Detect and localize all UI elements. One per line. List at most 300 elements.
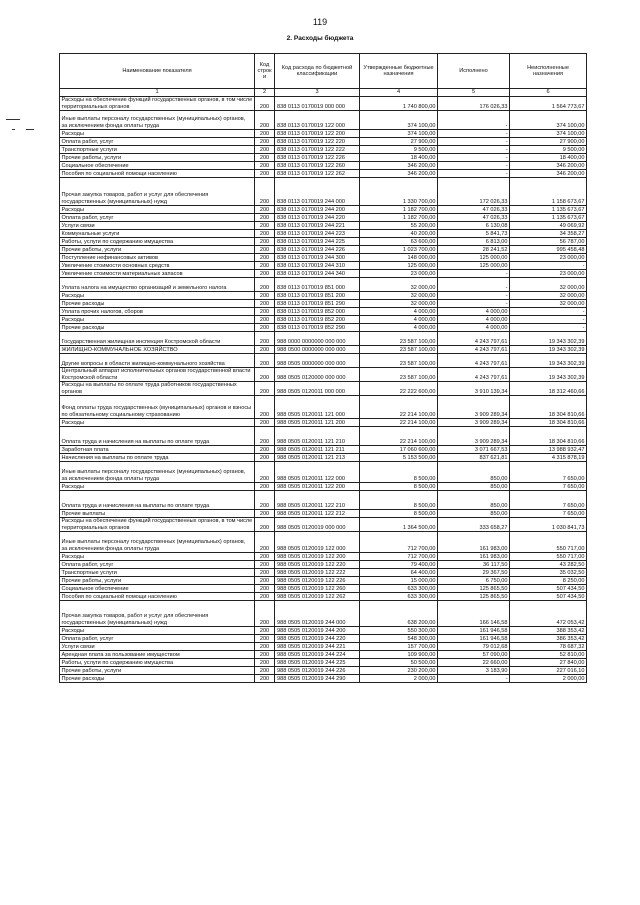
row-line-code: 200 [255,483,275,491]
row-expense-code: 988 0505 0120011 121 200 [275,419,360,427]
table-row [60,667,587,675]
row-unexecuted: 43 282,50 [510,561,587,569]
row-expense-code: 838 0113 0170019 852 000 [275,308,360,316]
row-line-code: 200 [255,643,275,651]
row-line-code: 200 [255,308,275,316]
table-row [60,419,587,427]
row-expense-code: 838 0113 0170019 122 260 [275,162,360,170]
row-unexecuted: - [510,316,587,324]
row-name: Пособия по социальной помощи населению [60,170,255,178]
table-row [60,346,587,354]
row-unexecuted: 27 840,00 [510,659,587,667]
row-executed: 125 865,50 [438,593,510,601]
row-line-code: 200 [255,178,275,206]
row-name: Иные выплаты персоналу государственных (муниципальных) органов, за исключением фонда оплаты труда [60,532,255,553]
row-unexecuted: 1 135 673,67 [510,206,587,214]
row-executed: 3 909 289,34 [438,427,510,446]
header-unexecuted: Неисполненные назначения [510,54,587,89]
row-line-code: 200 [255,292,275,300]
row-expense-code: 988 0505 0120011 000 000 [275,382,360,396]
row-name: Оплата работ, услуг [60,138,255,146]
row-expense-code: 988 0505 0120019 122 200 [275,553,360,561]
row-expense-code: 838 0113 0170019 244 300 [275,254,360,262]
column-number: 6 [510,89,587,97]
row-unexecuted: 550 717,00 [510,532,587,553]
row-unexecuted: 374 100,00 [510,130,587,138]
row-expense-code: 988 0505 0120000 000 000 [275,368,360,382]
row-executed: 6 130,08 [438,222,510,230]
row-expense-code: 988 0505 0120011 121 000 [275,396,360,419]
row-unexecuted: 23 000,00 [510,254,587,262]
row-expense-code: 988 0505 0120019 122 220 [275,561,360,569]
row-approved: 17 060 600,00 [360,446,438,454]
row-line-code: 200 [255,324,275,332]
row-approved: 2 000,00 [360,675,438,683]
row-name: Оплата работ, услуг [60,635,255,643]
row-expense-code: 838 0113 0170019 244 310 [275,262,360,270]
row-line-code: 200 [255,222,275,230]
row-name: Расходы [60,553,255,561]
table-row [60,238,587,246]
table-body [60,97,587,683]
row-name: Расходы [60,483,255,491]
row-line-code: 200 [255,585,275,593]
row-expense-code: 988 0505 0120019 244 000 [275,601,360,627]
row-expense-code: 988 0505 0120011 122 200 [275,483,360,491]
row-unexecuted: 34 358,27 [510,230,587,238]
row-executed: - [438,138,510,146]
table-row [60,427,587,446]
row-approved: 4 000,00 [360,324,438,332]
row-unexecuted: 507 434,50 [510,585,587,593]
row-executed: 6 813,00 [438,238,510,246]
table-row [60,454,587,462]
row-name: Прочие работы, услуги [60,577,255,585]
row-name: Уплата прочих налогов, сборов [60,308,255,316]
row-line-code: 200 [255,627,275,635]
row-executed: - [438,300,510,308]
row-name: Прочие расходы [60,675,255,683]
row-unexecuted: 227 016,10 [510,667,587,675]
table-row [60,446,587,454]
row-name: Расходы [60,206,255,214]
row-name: Услуги связи [60,643,255,651]
table-row [60,316,587,324]
row-expense-code: 988 0505 0120019 000 000 [275,518,360,532]
row-approved: 27 900,00 [360,138,438,146]
row-line-code: 200 [255,246,275,254]
row-expense-code: 838 0113 0170019 244 000 [275,178,360,206]
row-approved: 40 200,00 [360,230,438,238]
table-row [60,532,587,553]
row-executed: 22 660,00 [438,659,510,667]
row-line-code: 200 [255,577,275,585]
table-header-row [60,54,587,89]
row-name: Прочая закупка товаров, работ и услуг для обеспечения государственных (муниципальных) нужд [60,601,255,627]
table-row [60,382,587,396]
row-executed: 36 117,50 [438,561,510,569]
row-executed: 3 910 139,34 [438,382,510,396]
row-line-code: 200 [255,446,275,454]
table-row [60,635,587,643]
row-approved: 712 700,00 [360,553,438,561]
row-unexecuted: 18 312 460,66 [510,382,587,396]
table-row [60,593,587,601]
row-executed: 850,00 [438,491,510,510]
row-name: Прочие работы, услуги [60,667,255,675]
row-expense-code: 838 0113 0170019 851 290 [275,300,360,308]
row-line-code: 200 [255,593,275,601]
row-expense-code: 988 0505 0120019 244 220 [275,635,360,643]
row-name: Оплата работ, услуг [60,214,255,222]
row-expense-code: 838 0113 0170019 244 220 [275,214,360,222]
row-unexecuted: 507 434,50 [510,593,587,601]
row-expense-code: 988 0505 0120019 122 000 [275,532,360,553]
row-name: Оплата труда и начисления на выплаты по оплате труда [60,491,255,510]
row-line-code: 200 [255,262,275,270]
table-row [60,354,587,368]
row-name: Прочие работы, услуги [60,246,255,254]
row-name: ЖИЛИЩНО-КОММУНАЛЬНОЕ ХОЗЯЙСТВО [60,346,255,354]
row-executed: 4 243 797,61 [438,368,510,382]
row-approved: 32 000,00 [360,278,438,292]
row-executed: 79 012,68 [438,643,510,651]
row-line-code: 200 [255,254,275,262]
row-unexecuted: 374 100,00 [510,111,587,130]
row-line-code: 200 [255,346,275,354]
row-executed: 850,00 [438,483,510,491]
row-expense-code: 988 0505 0120011 121 213 [275,454,360,462]
row-name: Работы, услуги по содержанию имущества [60,238,255,246]
row-executed: 4 243 797,61 [438,346,510,354]
row-approved: 8 500,00 [360,483,438,491]
row-unexecuted: 388 353,42 [510,627,587,635]
row-name: Начисления на выплаты по оплате труда [60,454,255,462]
row-unexecuted: - [510,262,587,270]
row-approved: 9 500,00 [360,146,438,154]
row-approved: 5 153 500,00 [360,454,438,462]
scan-mark [12,129,15,130]
row-executed: 125 865,50 [438,585,510,593]
row-approved: 22 214 100,00 [360,396,438,419]
row-approved: 23 587 100,00 [360,368,438,382]
row-approved: 548 300,00 [360,635,438,643]
row-expense-code: 988 0505 0120019 122 222 [275,569,360,577]
row-executed: 161 946,58 [438,627,510,635]
row-line-code: 200 [255,316,275,324]
table-row [60,518,587,532]
column-number: 1 [60,89,255,97]
row-executed: 47 026,33 [438,206,510,214]
row-name: Прочие расходы [60,300,255,308]
row-expense-code: 838 0113 0170019 000 000 [275,97,360,111]
row-line-code: 200 [255,270,275,278]
row-executed: 28 241,52 [438,246,510,254]
row-line-code: 200 [255,214,275,222]
table-row [60,278,587,292]
row-expense-code: 838 0113 0170019 852 290 [275,324,360,332]
row-name: Расходы [60,130,255,138]
row-executed: 172 026,33 [438,178,510,206]
table-row [60,627,587,635]
header-indicator-name: Наименование показателя [60,54,255,89]
row-name: Заработная плата [60,446,255,454]
column-number: 3 [275,89,360,97]
row-line-code: 200 [255,130,275,138]
table-row [60,569,587,577]
row-executed: 161 946,58 [438,635,510,643]
row-approved: 1 364 500,00 [360,518,438,532]
row-expense-code: 988 0505 0120019 122 262 [275,593,360,601]
row-unexecuted: 346 200,00 [510,170,587,178]
row-expense-code: 838 0113 0170019 122 262 [275,170,360,178]
row-name: Увеличение стоимости материальных запасов [60,270,255,278]
row-expense-code: 988 0505 0120011 121 210 [275,427,360,446]
row-unexecuted: 23 000,00 [510,270,587,278]
row-unexecuted: 346 200,00 [510,162,587,170]
table-row [60,162,587,170]
column-number: 5 [438,89,510,97]
row-executed: 6 750,00 [438,577,510,585]
row-unexecuted: 19 343 302,39 [510,332,587,346]
table-row [60,643,587,651]
table-row [60,332,587,346]
row-expense-code: 988 0505 0120011 121 211 [275,446,360,454]
row-line-code: 200 [255,491,275,510]
row-name: Расходы [60,419,255,427]
row-expense-code: 988 0505 0120011 122 000 [275,462,360,483]
row-line-code: 200 [255,553,275,561]
table-row [60,601,587,627]
row-name: Транспортные услуги [60,146,255,154]
row-name: Прочие работы, услуги [60,154,255,162]
row-approved: 1 740 800,00 [360,97,438,111]
row-approved: 712 700,00 [360,532,438,553]
table-row [60,254,587,262]
row-executed: 125 000,00 [438,254,510,262]
row-executed: - [438,292,510,300]
row-line-code: 200 [255,561,275,569]
row-expense-code: 988 0505 0120019 244 226 [275,667,360,675]
row-expense-code: 988 0505 0120019 122 260 [275,585,360,593]
row-expense-code: 988 0505 0120019 244 225 [275,659,360,667]
row-executed: 3 183,90 [438,667,510,675]
row-approved: 23 587 100,00 [360,346,438,354]
row-approved: 22 214 100,00 [360,419,438,427]
row-name: Поступление нефинансовых активов [60,254,255,262]
row-unexecuted: 4 315 878,19 [510,454,587,462]
row-executed: 3 909 289,34 [438,419,510,427]
row-approved: 23 587 100,00 [360,354,438,368]
row-expense-code: 838 0113 0170019 122 226 [275,154,360,162]
row-executed: 850,00 [438,510,510,518]
row-executed: 4 243 797,61 [438,332,510,346]
table-row [60,138,587,146]
table-row [60,324,587,332]
row-line-code: 200 [255,454,275,462]
row-line-code: 200 [255,162,275,170]
row-expense-code: 988 0505 0120019 244 221 [275,643,360,651]
row-expense-code: 838 0113 0170019 122 222 [275,146,360,154]
row-approved: 1 023 700,00 [360,246,438,254]
row-expense-code: 988 0505 0120019 244 290 [275,675,360,683]
row-executed: 3 909 289,34 [438,396,510,419]
header-expense-code: Код расхода по бюджетной классификации [275,54,360,89]
row-unexecuted: 386 353,42 [510,635,587,643]
row-executed: 125 000,00 [438,262,510,270]
scan-mark [26,129,34,130]
row-line-code: 200 [255,659,275,667]
table-row [60,368,587,382]
row-executed: - [438,675,510,683]
table-row [60,462,587,483]
row-name: Прочая закупка товаров, работ и услуг для обеспечения государственных (муниципальных) нужд [60,178,255,206]
row-expense-code: 838 0113 0170019 851 200 [275,292,360,300]
row-unexecuted: - [510,308,587,316]
row-line-code: 200 [255,332,275,346]
table-row [60,214,587,222]
row-approved: 64 400,00 [360,569,438,577]
row-expense-code: 988 0505 0120019 244 200 [275,627,360,635]
row-unexecuted: 472 053,42 [510,601,587,627]
row-name: Прочие расходы [60,324,255,332]
row-executed: 161 983,00 [438,532,510,553]
row-executed: - [438,154,510,162]
row-expense-code: 838 0113 0170019 244 226 [275,246,360,254]
row-executed: - [438,170,510,178]
row-name: Расходы [60,316,255,324]
page-number: 119 [312,17,328,27]
row-unexecuted: 56 787,00 [510,238,587,246]
row-line-code: 200 [255,427,275,446]
row-line-code: 200 [255,146,275,154]
row-line-code: 200 [255,635,275,643]
table-row [60,300,587,308]
row-executed: 4 000,00 [438,324,510,332]
expenses-table [59,53,587,683]
row-approved: 23 000,00 [360,270,438,278]
row-approved: 50 500,00 [360,659,438,667]
row-executed: 837 621,81 [438,454,510,462]
row-name: Работы, услуги по содержанию имущества [60,659,255,667]
row-expense-code: 838 0113 0170019 122 200 [275,130,360,138]
row-executed: - [438,270,510,278]
row-line-code: 200 [255,354,275,368]
row-unexecuted: 1 564 773,67 [510,97,587,111]
row-line-code: 200 [255,396,275,419]
row-name: Расходы на обеспечение функций государственных органов, в том числе территориальных органов [60,518,255,532]
row-line-code: 200 [255,238,275,246]
row-line-code: 200 [255,651,275,659]
row-approved: 15 000,00 [360,577,438,585]
row-line-code: 200 [255,569,275,577]
row-name: Другие вопросы в области жилищно-коммунального хозяйства [60,354,255,368]
row-name: Уплата налога на имущество организаций и земельного налога [60,278,255,292]
row-line-code: 200 [255,419,275,427]
row-unexecuted: - [510,324,587,332]
column-number: 2 [255,89,275,97]
row-unexecuted: 7 650,00 [510,483,587,491]
row-approved: 4 000,00 [360,316,438,324]
row-approved: 550 300,00 [360,627,438,635]
row-unexecuted: 35 032,50 [510,569,587,577]
table-row [60,111,587,130]
header-approved: Утвержденные бюджетные назначения [360,54,438,89]
row-executed: - [438,146,510,154]
row-approved: 148 000,00 [360,254,438,262]
row-name: Расходы [60,627,255,635]
row-approved: 32 000,00 [360,292,438,300]
row-unexecuted: 7 650,00 [510,510,587,518]
row-expense-code: 988 0505 0120019 244 224 [275,651,360,659]
row-unexecuted: 9 500,00 [510,146,587,154]
row-unexecuted: 1 030 841,73 [510,518,587,532]
row-unexecuted: 550 717,00 [510,553,587,561]
table-column-numbers-row [60,89,587,97]
row-name: Транспортные услуги [60,569,255,577]
table-row [60,154,587,162]
row-unexecuted: 18 304 810,66 [510,427,587,446]
row-expense-code: 988 0500 0000000 000 000 [275,346,360,354]
row-executed: 5 841,73 [438,230,510,238]
row-name: Оплата труда и начисления на выплаты по оплате труда [60,427,255,446]
row-expense-code: 838 0113 0170019 852 200 [275,316,360,324]
row-approved: 633 300,00 [360,593,438,601]
row-approved: 125 000,00 [360,262,438,270]
row-unexecuted: 32 000,00 [510,292,587,300]
row-line-code: 200 [255,382,275,396]
row-approved: 55 200,00 [360,222,438,230]
row-name: Услуги связи [60,222,255,230]
row-executed: - [438,162,510,170]
table-row [60,483,587,491]
row-expense-code: 838 0113 0170019 122 000 [275,111,360,130]
table-row [60,262,587,270]
row-unexecuted: 18 304 810,66 [510,419,587,427]
row-unexecuted: 52 810,00 [510,651,587,659]
row-approved: 22 214 100,00 [360,427,438,446]
table-row [60,230,587,238]
row-name: Арендная плата за пользование имуществом [60,651,255,659]
table-row [60,130,587,138]
row-executed: 176 026,33 [438,97,510,111]
row-approved: 230 200,00 [360,667,438,675]
row-expense-code: 988 0505 0120011 122 212 [275,510,360,518]
row-line-code: 200 [255,300,275,308]
row-approved: 157 700,00 [360,643,438,651]
row-line-code: 200 [255,462,275,483]
row-line-code: 200 [255,675,275,683]
column-number: 4 [360,89,438,97]
table-row [60,491,587,510]
row-executed: 850,00 [438,462,510,483]
row-line-code: 200 [255,601,275,627]
row-line-code: 200 [255,532,275,553]
row-expense-code: 838 0113 0170019 244 225 [275,238,360,246]
row-name: Расходы на обеспечение функций государственных органов, в том числе территориальных органов [60,97,255,111]
row-unexecuted: 1 135 673,67 [510,214,587,222]
row-executed: 166 146,58 [438,601,510,627]
row-unexecuted: 13 988 932,47 [510,446,587,454]
row-approved: 4 000,00 [360,308,438,316]
table-row [60,292,587,300]
row-line-code: 200 [255,368,275,382]
header-line-code: Код строк и [255,54,275,89]
row-unexecuted: 49 069,92 [510,222,587,230]
table-row [60,510,587,518]
row-approved: 32 000,00 [360,300,438,308]
row-line-code: 200 [255,111,275,130]
